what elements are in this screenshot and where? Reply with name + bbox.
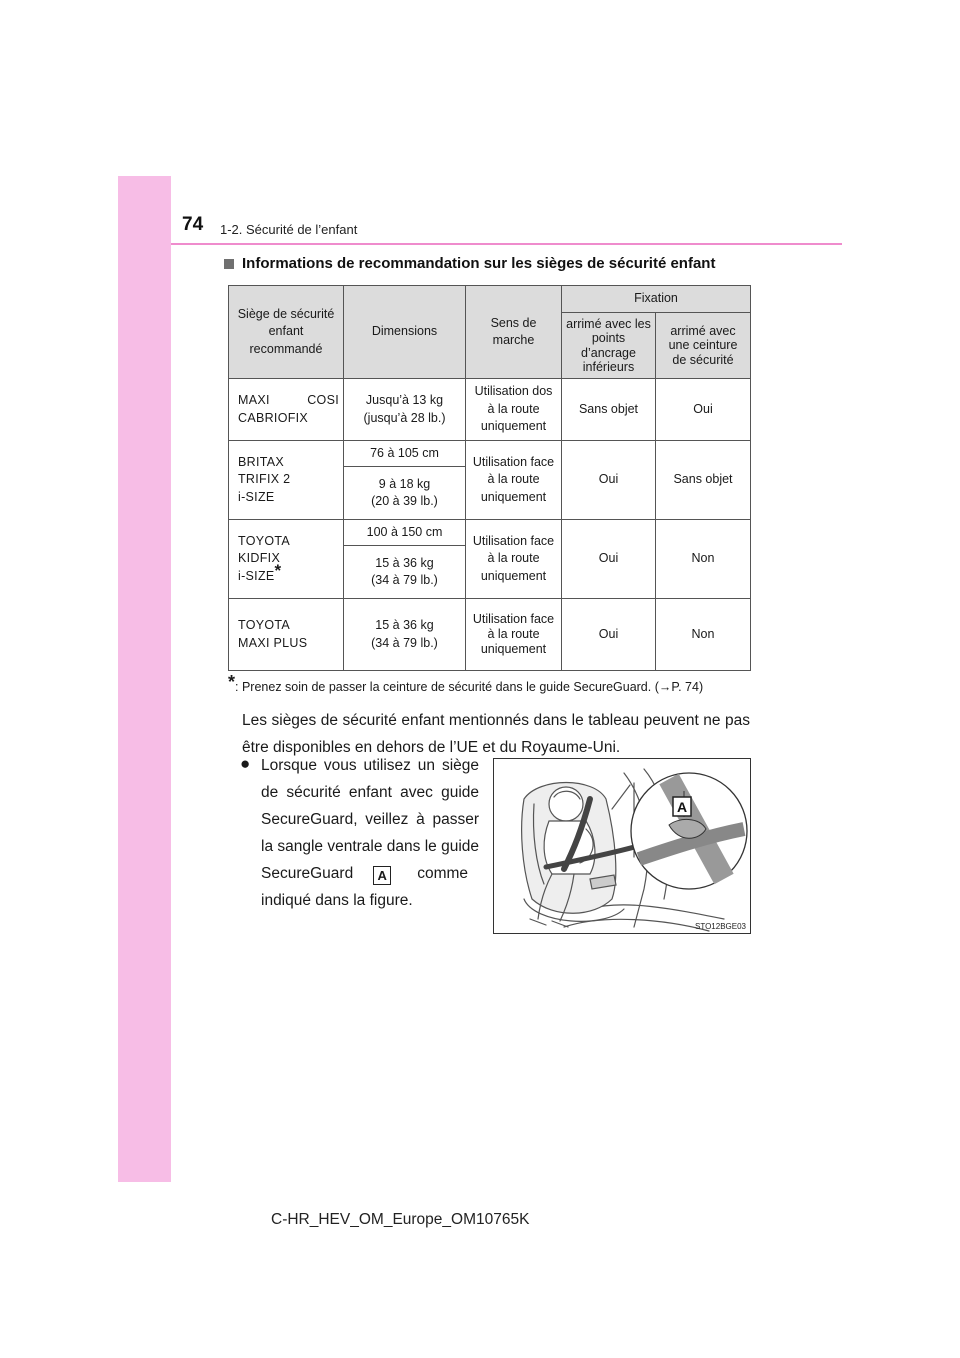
footnote-text: : Prenez soin de passer la ceinture de sécurité dans le guide SecureGuard. (→P. 74) — [235, 680, 704, 694]
footnote-star: * — [228, 672, 236, 692]
seat-name: TOYOTA MAXI PLUS — [229, 599, 344, 671]
seat-name: BRITAX TRIFIX 2 i-SIZE — [229, 441, 344, 520]
seat-weight: 15 à 36 kg (34 à 79 lb.) — [344, 546, 466, 599]
seat-fixation-belt: Non — [656, 520, 751, 599]
zoom-inset — [631, 773, 747, 889]
header-direction: Sens de marche — [466, 286, 562, 379]
seat-name: MAXI COSI CABRIOFIX — [229, 379, 344, 441]
table-row — [229, 599, 751, 671]
seat-fixation-lower: Oui — [562, 441, 656, 520]
figure-code: STO12BGE03 — [695, 922, 746, 931]
header-rule — [171, 243, 842, 245]
seat-direction: Utilisation face à la route uniquement — [466, 441, 562, 520]
seat-fixation-lower: Oui — [562, 520, 656, 599]
seat-name: TOYOTA KIDFIX i-SIZE* — [229, 520, 344, 599]
table-row — [229, 379, 751, 441]
table-row — [229, 520, 751, 546]
seat-direction: Utilisation dos à la route uniquement — [466, 379, 562, 441]
header-fixation-belt: arrimé avec une ceinture de sécurité — [656, 313, 751, 379]
table-footnote — [228, 672, 704, 694]
availability-note: Les sièges de sécurité enfant mentionnés dans le tableau peuvent ne pas être disponibles en dehors de l’UE et du Royaume-Uni. — [242, 712, 750, 756]
header-fixation: Fixation — [562, 286, 751, 313]
seat-fixation-belt: Sans objet — [656, 441, 751, 520]
callout-label-a: A — [676, 799, 688, 815]
seat-weight: 9 à 18 kg (20 à 39 lb.) — [344, 467, 466, 520]
table-row — [229, 441, 751, 467]
seat-dimensions: Jusqu’à 13 kg (jusqu’à 28 lb.) — [344, 379, 466, 441]
seat-direction: Utilisation face à la route uniquement — [466, 599, 562, 671]
seat-dimensions: 100 à 150 cm — [344, 520, 466, 546]
header-dimensions: Dimensions — [344, 286, 466, 379]
seat-fixation-lower: Oui — [562, 599, 656, 671]
seat-dimensions: 76 à 105 cm — [344, 441, 466, 467]
section-title: 1-2. Sécurité de l’enfant — [220, 222, 358, 237]
header-fixation-lower: arrimé avec les points d’ancrage inférieurs — [562, 313, 656, 379]
section-heading — [224, 255, 715, 272]
heading-text: Informations de recommandation sur les sièges de sécurité enfant — [242, 255, 716, 272]
square-bullet-icon — [224, 259, 234, 269]
seat-direction: Utilisation face à la route uniquement — [466, 520, 562, 599]
header-seat: Siège de sécurité enfant recommandé — [229, 286, 344, 379]
seat-fixation-belt: Non — [656, 599, 751, 671]
seat-fixation-belt: Oui — [656, 379, 751, 441]
bullet-text: Lorsque vous utilisez un siège de sécurité enfant avec guide SecureGuard, veillez à passer la sangle ventrale dans le guide SecureGuard A comme indiqué dans la figure. — [261, 757, 480, 909]
label-a-box: A — [373, 866, 391, 885]
secureguard-illustration — [493, 758, 751, 934]
document-footer: C-HR_HEV_OM_Europe_OM10765K — [271, 1211, 530, 1228]
footnote-star: * — [274, 560, 282, 580]
seat-fixation-lower: Sans objet — [562, 379, 656, 441]
side-tab-strip — [118, 176, 171, 1182]
seat-dimensions: 15 à 36 kg (34 à 79 lb.) — [344, 599, 466, 671]
recommendation-table — [228, 285, 751, 671]
child-seat-illustration — [494, 759, 750, 933]
page-number: 74 — [182, 214, 204, 235]
bullet-dot-icon: ● — [240, 754, 251, 773]
